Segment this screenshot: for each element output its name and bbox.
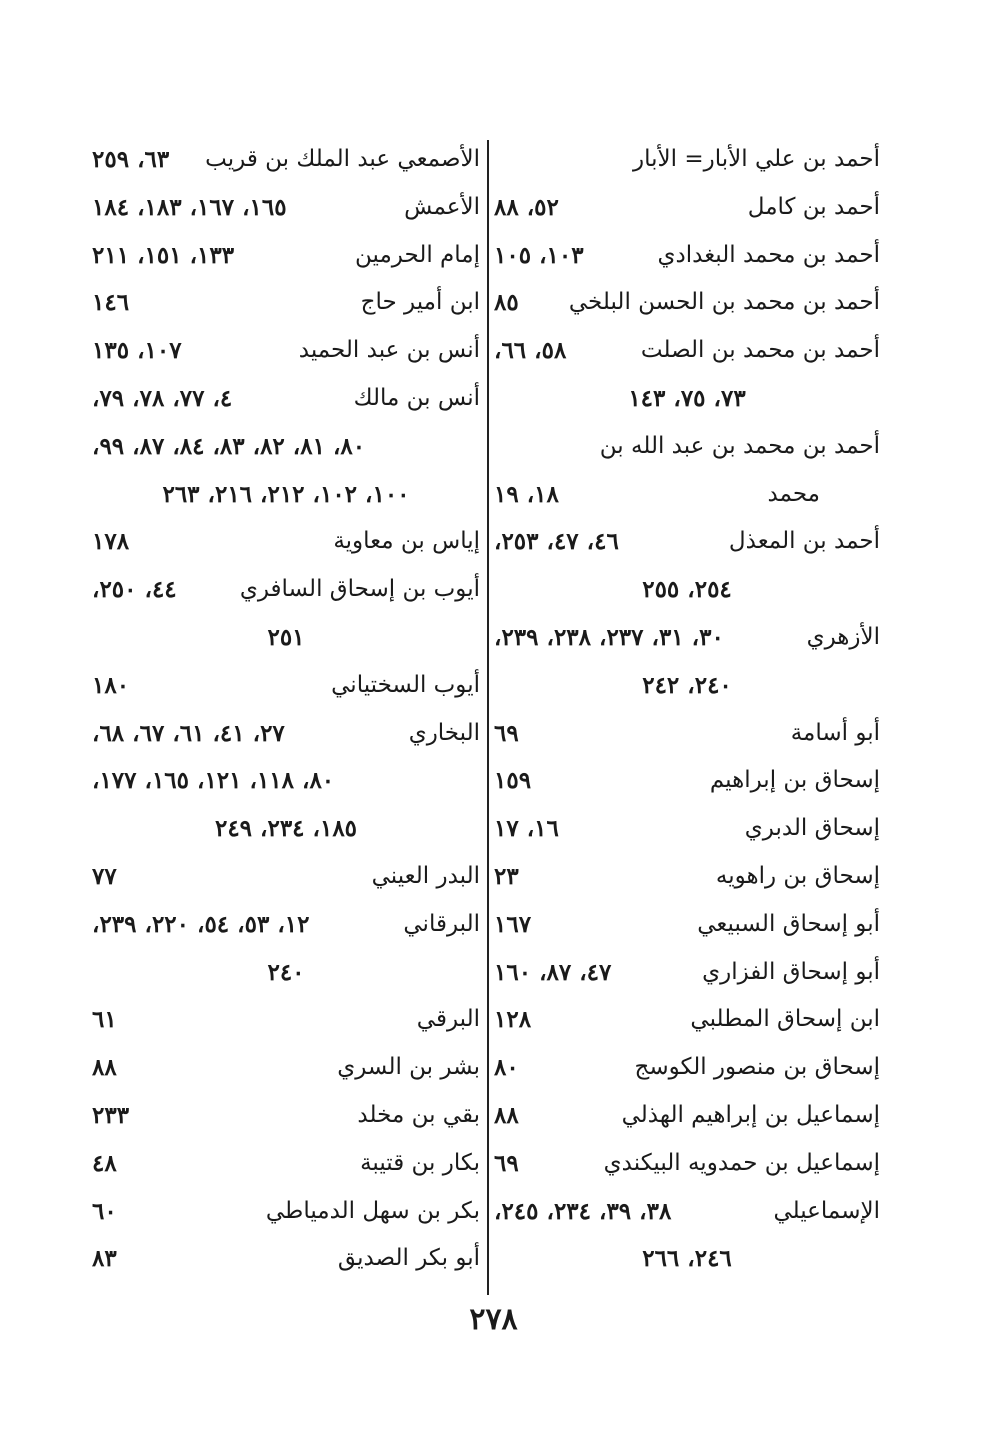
entry-pages: ٤٨ [92, 1149, 117, 1177]
index-entry [494, 423, 880, 471]
entry-pages: ٢٥٤، ٢٥٥ [642, 576, 732, 604]
entry-name: أحمد بن محمد البغدادي [657, 241, 880, 268]
entry-name: أنس بن عبد الحميد [298, 337, 480, 364]
entry-pages: ٥٨، ٦٦، [494, 337, 567, 365]
index-column-right [494, 136, 880, 1283]
entry-name: الأعمش [404, 193, 480, 220]
index-entry [494, 566, 880, 614]
entry-name: بشر بن السري [337, 1054, 480, 1081]
index-entry [92, 757, 480, 805]
page-number: ٢٧٨ [469, 1302, 518, 1337]
index-entry [92, 375, 480, 423]
entry-name: أنس بن مالك [353, 384, 480, 411]
entry-pages: ٦٩ [494, 1149, 519, 1177]
entry-name: محمد [767, 480, 820, 507]
entry-pages: ٨٠، ١١٨، ١٢١، ١٦٥، ١٧٧، [92, 767, 335, 795]
index-entry [92, 710, 480, 758]
entry-pages: ١٠٣، ١٠٥ [494, 241, 584, 269]
entry-name: إمام الحرمين [355, 241, 480, 268]
index-entry [494, 949, 880, 997]
entry-pages: ٣٨، ٣٩، ٢٣٤، ٢٤٥، [494, 1197, 672, 1225]
entry-name: أحمد بن محمد بن الحسن البلخي [568, 289, 880, 316]
entry-pages: ٢٣ [494, 862, 519, 890]
index-entry [494, 662, 880, 710]
index-entry [494, 1044, 880, 1092]
index-entry [494, 1092, 880, 1140]
entry-pages: ٨٨ [92, 1054, 117, 1082]
entry-name: إسحاق بن منصور الكوسج [634, 1054, 880, 1081]
entry-name: البدر العيني [371, 862, 480, 889]
index-entry [494, 757, 880, 805]
index-entry [92, 949, 480, 997]
index-entry [494, 136, 880, 184]
index-entry [92, 1044, 480, 1092]
entry-pages: ٨٣ [92, 1245, 117, 1273]
entry-pages: ١٣٣، ١٥١، ٢١١ [92, 241, 235, 269]
entry-name: الأصمعي عبد الملك بن قريب [205, 146, 480, 172]
entry-name: أحمد بن محمد بن عبد الله بن [599, 432, 880, 459]
index-entry [92, 614, 480, 662]
entry-pages: ٤٧، ٨٧، ١٦٠ [494, 958, 612, 986]
entry-pages: ٨٠، ٨١، ٨٢، ٨٣، ٨٤، ٨٧، ٩٩، [92, 432, 366, 460]
index-entry [494, 901, 880, 949]
entry-pages: ٤، ٧٧، ٧٨، ٧٩، [92, 384, 233, 412]
entry-name: أبو إسحاق السبيعي [697, 910, 880, 937]
entry-name: إسحاق بن إبراهيم [709, 767, 880, 794]
index-entry [494, 1235, 880, 1283]
index-entry [92, 327, 480, 375]
index-entry [494, 1140, 880, 1188]
entry-pages: ١٢٨ [494, 1006, 532, 1034]
entry-name: الأزهري [806, 623, 880, 650]
index-entry [92, 662, 480, 710]
index-entry [92, 423, 480, 471]
entry-pages: ١٨٠ [92, 671, 130, 699]
index-entry [92, 805, 480, 853]
entry-pages: ٢٤٠، ٢٤٢ [642, 671, 732, 699]
entry-name: أبو إسحاق الفزاري [702, 958, 880, 985]
entry-pages: ١٢، ٥٣، ٥٤، ٢٢٠، ٢٣٩، [92, 910, 310, 938]
entry-pages: ٨٠ [494, 1054, 519, 1082]
entry-pages: ٦٠ [92, 1197, 117, 1225]
entry-pages: ١٦٥، ١٦٧، ١٨٣، ١٨٤ [92, 193, 287, 221]
entry-name: إسحاق بن راهويه [715, 862, 880, 889]
entry-pages: ٢٤٦، ٢٦٦ [642, 1245, 732, 1273]
column-divider [487, 140, 489, 1295]
index-entry [92, 1092, 480, 1140]
entry-pages: ٦٩ [494, 719, 519, 747]
index-entry [494, 471, 880, 519]
entry-pages: ٤٦، ٤٧، ٢٥٣، [494, 528, 619, 556]
entry-name: أبو أسامة [790, 719, 880, 746]
entry-name: بكر بن سهل الدمياطي [265, 1197, 480, 1224]
entry-pages: ٤٤، ٢٥٠، [92, 576, 177, 604]
index-entry [494, 614, 880, 662]
entry-name: أحمد بن كامل [747, 193, 880, 220]
entry-pages: ٢٤٠ [267, 958, 305, 986]
entry-pages: ١٦٧ [494, 910, 532, 938]
index-entry [494, 710, 880, 758]
index-entry [92, 471, 480, 519]
entry-name: الإسماعيلي [773, 1197, 880, 1224]
index-entry [92, 1140, 480, 1188]
entry-pages: ١٦، ١٧ [494, 815, 559, 843]
index-entry [92, 184, 480, 232]
entry-name: ابن إسحاق المطلبي [690, 1006, 880, 1033]
index-entry [92, 566, 480, 614]
entry-pages: ٢٧، ٤١، ٦١، ٦٧، ٦٨، [92, 719, 285, 747]
entry-pages: ١٨، ١٩ [494, 480, 559, 508]
index-entry [92, 279, 480, 327]
index-entry [494, 805, 880, 853]
entry-pages: ٨٥ [494, 289, 519, 317]
index-entry [92, 232, 480, 280]
entry-name: بقي بن مخلد [357, 1101, 480, 1128]
entry-name: إسماعيل بن حمدويه البيكندي [603, 1149, 880, 1176]
entry-pages: ٧٧ [92, 862, 117, 890]
entry-name: ابن أمير حاج [360, 289, 480, 316]
entry-pages: ١٠٠، ١٠٢، ٢١٢، ٢١٦، ٢٦٣ [162, 480, 410, 508]
index-entry [92, 136, 480, 184]
entry-pages: ٢٣٣ [92, 1101, 130, 1129]
index-entry [494, 375, 880, 423]
index-entry [494, 327, 880, 375]
entry-name: بكار بن قتيبة [360, 1149, 480, 1176]
index-entry [494, 279, 880, 327]
entry-name: أحمد بن علي الأبار= الأبار [633, 146, 880, 172]
entry-pages: ١٠٧، ١٣٥ [92, 337, 182, 365]
entry-pages: ٥٢، ٨٨ [494, 193, 559, 221]
index-entry [494, 996, 880, 1044]
entry-name: إسحاق الدبري [744, 815, 880, 842]
index-entry [92, 996, 480, 1044]
entry-pages: ١٧٨ [92, 528, 130, 556]
entry-name: أيوب بن إسحاق السافري [239, 576, 480, 603]
entry-name: إياس بن معاوية [333, 528, 480, 555]
entry-pages: ٢٥١ [267, 623, 305, 651]
index-entry [92, 1188, 480, 1236]
index-entry [494, 518, 880, 566]
entry-pages: ٨٨ [494, 1101, 519, 1129]
entry-pages: ٣٠، ٣١، ٢٣٧، ٢٣٨، ٢٣٩، [494, 623, 724, 651]
entry-name: البخاري [408, 719, 480, 746]
entry-name: أحمد بن المعذل [728, 528, 880, 555]
entry-pages: ٦٣، ٢٥٩ [92, 146, 170, 173]
entry-name: إسماعيل بن إبراهيم الهذلي [621, 1101, 880, 1128]
entry-name: أبو بكر الصديق [337, 1245, 480, 1272]
index-entry [92, 901, 480, 949]
index-entry [92, 1235, 480, 1283]
entry-name: البرقاني [403, 910, 480, 937]
index-entry [494, 1188, 880, 1236]
entry-pages: ٧٣، ٧٥، ١٤٣ [628, 384, 746, 412]
entry-pages: ٦١ [92, 1006, 117, 1034]
entry-pages: ١٨٥، ٢٣٤، ٢٤٩ [214, 815, 358, 843]
index-entry [494, 232, 880, 280]
entry-pages: ١٥٩ [494, 767, 532, 795]
index-entry [494, 853, 880, 901]
entry-name: البرقي [416, 1006, 480, 1033]
index-entry [494, 184, 880, 232]
entry-name: أحمد بن محمد بن الصلت [640, 337, 880, 364]
index-entry [92, 853, 480, 901]
entry-name: أيوب السختياني [331, 671, 480, 698]
entry-pages: ١٤٦ [92, 289, 130, 317]
index-entry [92, 518, 480, 566]
index-column-left [92, 136, 480, 1283]
